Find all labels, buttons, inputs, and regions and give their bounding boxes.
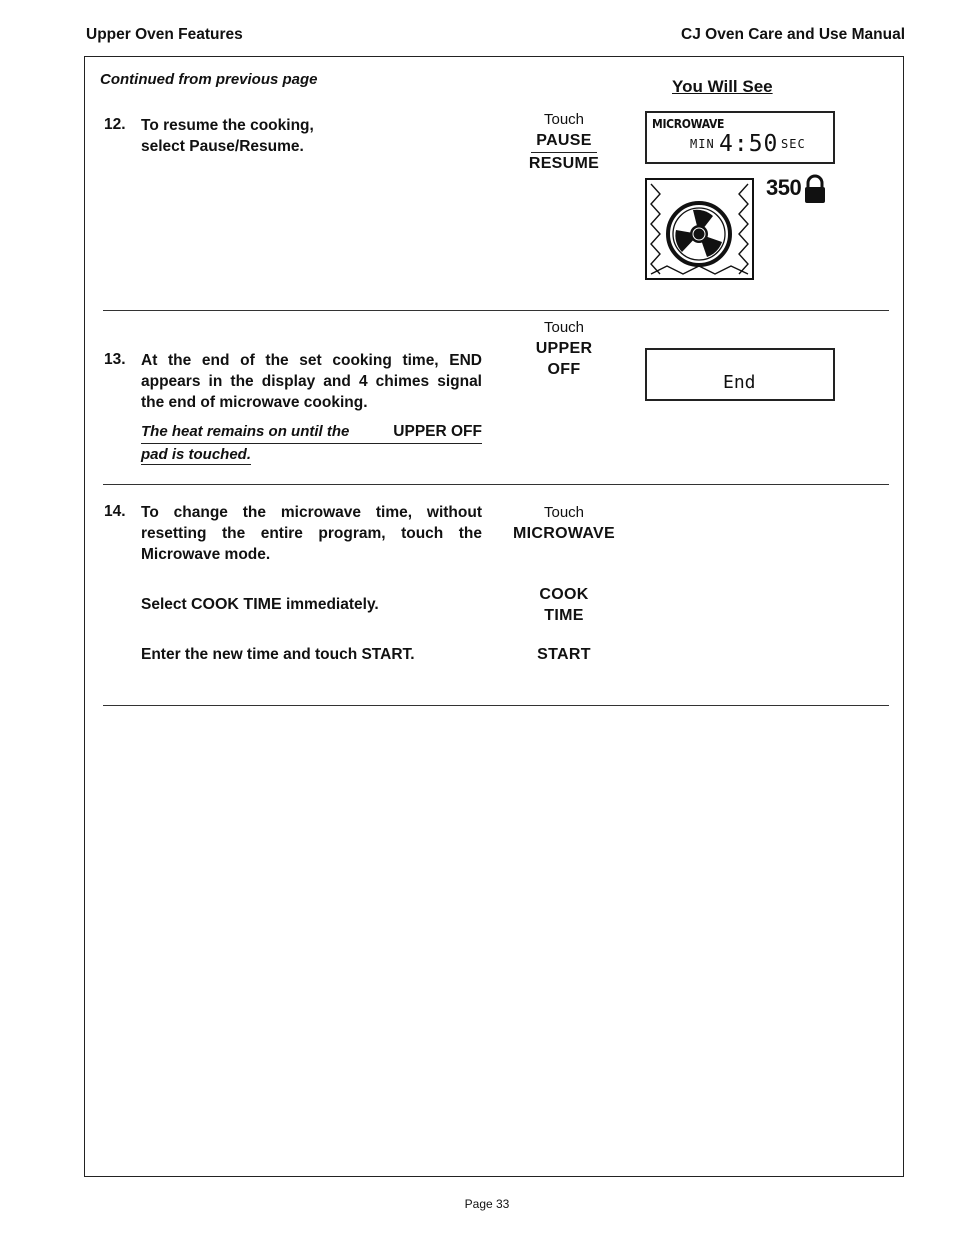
content-frame <box>84 56 904 1177</box>
sub1-pre: Select <box>141 596 187 613</box>
microwave-key[interactable]: MICROWAVE <box>513 525 615 542</box>
resume-key[interactable]: RESUME <box>528 155 600 172</box>
page-number: Page 33 <box>464 1197 510 1211</box>
step-14-sub-2: Enter the new time and touch START. <box>141 646 415 663</box>
lcd-time: 4:50 <box>719 131 779 157</box>
lcd-min-label: MIN <box>690 137 715 151</box>
step-12-text <box>141 115 314 157</box>
upper-key[interactable]: UPPER <box>535 340 593 357</box>
step-13-note <box>141 421 482 465</box>
temperature-readout: 350 <box>766 175 802 200</box>
step-12-line-1: To resume the cooking, <box>141 117 314 134</box>
step-13-number: 13. <box>104 351 126 368</box>
microwave-fan-icon <box>645 178 754 280</box>
header-manual-title: CJ Oven Care and Use Manual <box>681 26 905 43</box>
step-12-line-2: select Pause/Resume. <box>141 138 304 155</box>
sub1-post: immediately. <box>285 596 379 613</box>
step-14-sub-1 <box>141 594 379 615</box>
sub1-key: COOK TIME <box>190 596 282 613</box>
step-14-text: To change the microwave time, without resetting the entire program, touch the Microwave mode. <box>141 504 482 563</box>
step-14-action-2 <box>504 584 624 626</box>
divider-rule <box>103 705 889 706</box>
step-14-action-1 <box>504 502 624 544</box>
you-will-see-heading: You Will See <box>672 77 773 96</box>
lcd-mode-label: MICROWAVE <box>652 117 725 131</box>
divider-rule <box>103 310 889 311</box>
cook-key[interactable]: COOK <box>539 586 589 603</box>
note-lead: The heat remains on until the <box>141 423 350 440</box>
lcd-end-display <box>645 348 835 401</box>
pause-key[interactable]: PAUSE <box>531 130 596 153</box>
padlock-icon <box>803 174 827 209</box>
step-12-number: 12. <box>104 116 126 133</box>
touch-label: Touch <box>543 111 585 128</box>
step-14-action-3 <box>504 644 624 665</box>
lcd-microwave-display <box>645 111 835 164</box>
note-line-1 <box>141 421 482 444</box>
step-13-action <box>504 317 624 380</box>
time-key[interactable]: TIME <box>544 607 584 624</box>
note-key: UPPER OFF <box>393 423 482 440</box>
touch-label: Touch <box>543 504 585 521</box>
divider-rule <box>103 484 889 485</box>
start-key[interactable]: START <box>537 646 591 663</box>
header-section-title: Upper Oven Features <box>86 26 243 43</box>
step-12-action <box>504 109 624 174</box>
note-tail: pad is touched. <box>141 446 252 463</box>
lcd-sec-label: SEC <box>781 137 806 151</box>
step-14-number: 14. <box>104 503 126 520</box>
touch-label: Touch <box>543 319 585 336</box>
continued-note: Continued from previous page <box>100 71 318 88</box>
lcd-end-text: End <box>723 372 756 393</box>
off-key[interactable]: OFF <box>547 361 581 378</box>
step-13-text: At the end of the set cooking time, END appears in the display and 4 chimes signal the end of microwave cooking. <box>141 352 482 411</box>
